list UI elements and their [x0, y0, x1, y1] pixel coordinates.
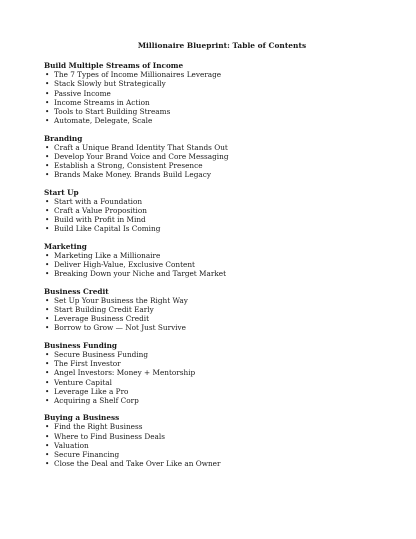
list-item: • Acquiring a Shelf Corp — [44, 396, 386, 405]
section-business-credit — [44, 287, 386, 333]
list-item: • Stack Slowly but Strategically — [44, 79, 386, 88]
list-item: • Valuation — [44, 441, 386, 450]
list-item: • Income Streams in Action — [44, 98, 386, 107]
section-heading: Build Multiple Streams of Income — [44, 61, 184, 70]
section-list — [44, 422, 386, 468]
list-item: • The 7 Types of Income Millionaires Leverage — [44, 70, 386, 79]
section-buying-a-business — [44, 413, 386, 468]
list-item: • Breaking Down your Niche and Target Market — [44, 269, 386, 278]
section-heading: Marketing — [44, 241, 87, 251]
list-item: • Passive Income — [44, 89, 386, 98]
section-marketing — [44, 242, 386, 279]
section-heading: Business Funding — [44, 340, 118, 350]
list-item: • Borrow to Grow — Not Just Survive — [44, 323, 386, 332]
section-heading: Business Credit — [44, 286, 109, 296]
list-item: • Start with a Foundation — [44, 197, 386, 206]
section-build-multiple-streams — [44, 61, 386, 125]
list-item: • The First Investor — [44, 359, 386, 368]
list-item: • Leverage Like a Pro — [44, 387, 386, 396]
section-list — [44, 251, 386, 279]
list-item: • Build Like Capital Is Coming — [44, 224, 386, 233]
list-item: • Angel Investors: Money + Mentorship — [44, 368, 386, 377]
list-item: • Brands Make Money. Brands Build Legacy — [44, 170, 386, 179]
section-list — [44, 197, 386, 234]
list-item: • Secure Business Funding — [44, 350, 386, 359]
section-business-funding — [44, 341, 386, 405]
list-item: • Venture Capital — [44, 378, 386, 387]
list-item: • Automate, Delegate, Scale — [44, 116, 386, 125]
section-branding — [44, 134, 386, 180]
list-item: • Craft a Value Proposition — [44, 206, 386, 215]
list-item: • Close the Deal and Take Over Like an Owner — [44, 459, 386, 468]
section-list — [44, 350, 386, 405]
section-heading: Start Up — [44, 187, 79, 197]
section-list — [44, 296, 386, 333]
list-item: • Where to Find Business Deals — [44, 432, 386, 441]
list-item: • Secure Financing — [44, 450, 386, 459]
list-item: • Tools to Start Building Streams — [44, 107, 386, 116]
section-heading: Buying a Business — [44, 413, 120, 423]
list-item: • Develop Your Brand Voice and Core Messaging — [44, 152, 386, 161]
section-start-up — [44, 188, 386, 234]
section-heading: Branding — [44, 133, 83, 143]
list-item: • Start Building Credit Early — [44, 305, 386, 314]
section-list — [44, 143, 386, 180]
list-item: • Leverage Business Credit — [44, 314, 386, 323]
list-item: • Deliver High-Value, Exclusive Content — [44, 260, 386, 269]
section-list — [44, 70, 386, 125]
list-item: • Craft a Unique Brand Identity That Stands Out — [44, 143, 386, 152]
list-item: • Establish a Strong, Consistent Presence — [44, 161, 386, 170]
page-title: Millionaire Blueprint: Table of Contents — [137, 41, 307, 50]
list-item: • Build with Profit in Mind — [44, 215, 386, 224]
list-item: • Marketing Like a Millionaire — [44, 251, 386, 260]
list-item: • Set Up Your Business the Right Way — [44, 296, 386, 305]
list-item: • Find the Right Business — [44, 422, 386, 431]
